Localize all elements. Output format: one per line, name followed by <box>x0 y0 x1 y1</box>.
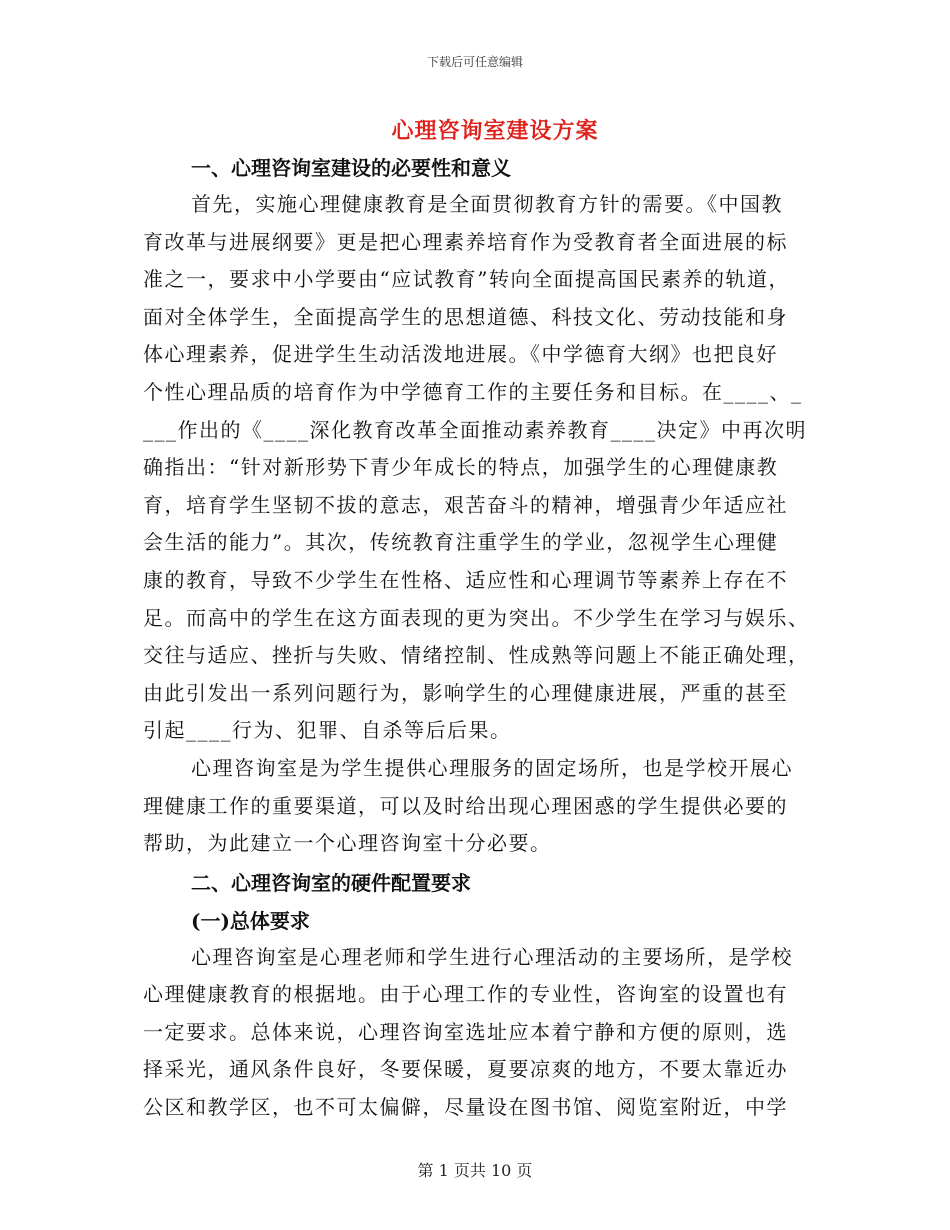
text-line: 育，培育学生坚韧不拔的意志，艰苦奋斗的精神，增强青少年适应社 <box>143 492 788 517</box>
text-line: 理健康工作的重要渠道，可以及时给出现心理困惑的学生提供必要的 <box>143 793 788 818</box>
document-body <box>143 150 810 1127</box>
text-line: 心理咨询室是为学生提供心理服务的固定场所，也是学校开展心 <box>191 755 793 780</box>
section-1-heading: 一、心理咨询室建设的必要性和意义 <box>191 156 511 180</box>
text-line: 公区和教学区，也不可太偏僻，尽量设在图书馆、阅览室附近，中学 <box>143 1095 788 1120</box>
text-line: 由此引发出一系列问题行为，影响学生的心理健康进展，严重的甚至 <box>143 680 788 705</box>
text-line: 足。而高中的学生在这方面表现的更为突出。不少学生在学习与娱乐、 <box>143 605 810 630</box>
section-1-paragraph-1 <box>143 186 810 750</box>
text-line: 交往与适应、挫折与失败、情绪控制、性成熟等问题上不能正确处理， <box>143 643 810 668</box>
header-note: 下载后可任意编辑 <box>426 55 523 69</box>
text-line: 面对全体学生，全面提高学生的思想道德、科技文化、劳动技能和身 <box>143 304 788 329</box>
section-1-paragraph-2 <box>143 750 805 863</box>
text-line: 首先，实施心理健康教育是全面贯彻教育方针的需要。《中国教 <box>191 192 783 216</box>
section-2-paragraph-1 <box>143 939 805 1127</box>
text-line: ___作出的《____深化教育改革全面推动素养教育____决定》中再次明 <box>143 417 807 442</box>
section-2-heading: 二、心理咨询室的硬件配置要求 <box>191 870 471 895</box>
text-line: 引起____行为、犯罪、自杀等后后果。 <box>143 718 512 743</box>
text-line: 会生活的能力”。其次，传统教育注重学生的学业，忽视学生心理健 <box>143 530 779 555</box>
text-line: 准之一，要求中小学要由“应试教育”转向全面提高国民素养的轨道， <box>143 267 790 292</box>
section-2-subheading: (一)总体要求 <box>191 908 310 933</box>
text-line: 心理健康教育的根据地。由于心理工作的专业性，咨询室的设置也有 <box>143 982 788 1007</box>
text-line: 心理咨询室是心理老师和学生进行心理活动的主要场所，是学校 <box>191 944 793 969</box>
text-line: 确指出：“针对新形势下青少年成长的特点，加强学生的心理健康教 <box>143 455 779 480</box>
text-line: 帮助，为此建立一个心理咨询室十分必要。 <box>143 831 552 856</box>
page-footer: 第 1 页共 10 页 <box>417 1161 533 1180</box>
text-line: 一定要求。总体来说，心理咨询室选址应本着宁静和方便的原则，选 <box>143 1019 788 1044</box>
document-title: 心理咨询室建设方案 <box>391 118 599 144</box>
text-line: 育改革与进展纲要》更是把心理素养培育作为受教育者全面进展的标 <box>143 229 788 254</box>
text-line: 择采光，通风条件良好，冬要保暖，夏要凉爽的地方，不要太靠近办 <box>143 1057 788 1082</box>
text-line: 康的教育，导致不少学生在性格、适应性和心理调节等素养上存在不 <box>143 567 788 592</box>
text-line: 体心理素养，促进学生生动活泼地进展。《中学德育大纲》也把良好 <box>143 342 778 367</box>
text-line: 个性心理品质的培育作为中学德育工作的主要任务和目标。在____、_ <box>143 379 803 404</box>
